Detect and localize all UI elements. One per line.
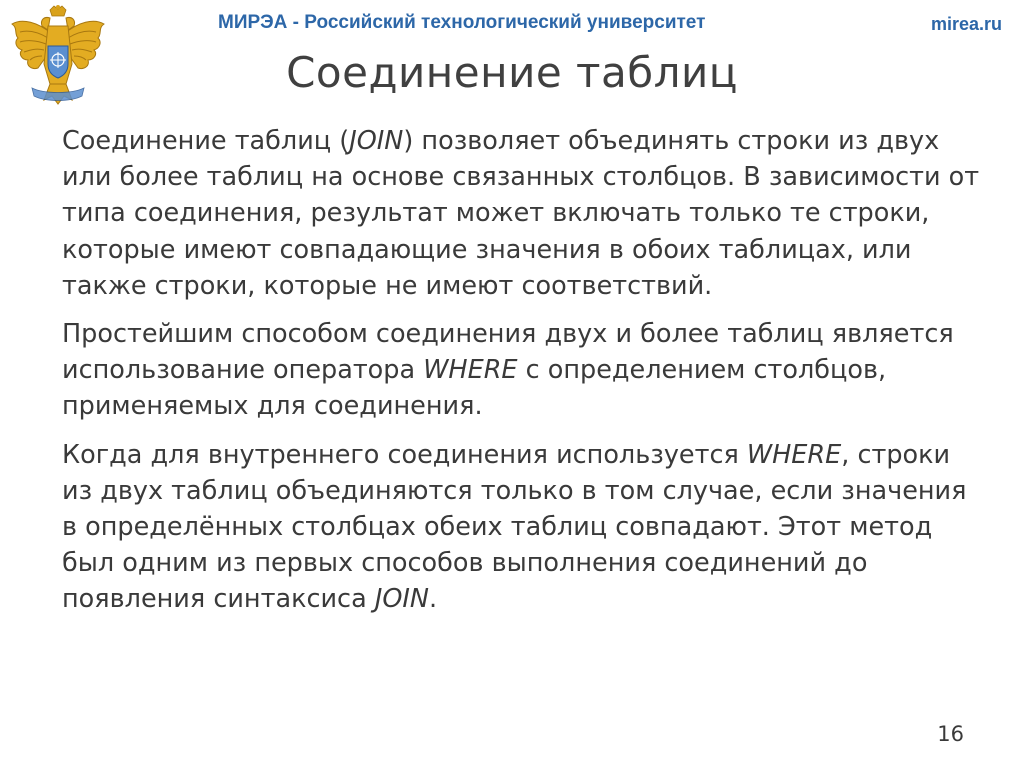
slide-title: Соединение таблиц <box>286 48 738 97</box>
text-segment: , строки из двух таблиц объединяются только в том случае, если значения в определённых столбцах обеих таблиц совпадают. Этот метод был одним из первых способов выполнения соединений до появления синтаксиса <box>62 439 967 615</box>
slide-body <box>62 123 982 630</box>
text-segment: . <box>429 584 438 615</box>
text-segment: Простейшим способом соединения двух и более таблиц является использование оператора <box>62 319 954 386</box>
keyword-where: WHERE <box>746 439 842 470</box>
keyword-where: WHERE <box>423 355 518 386</box>
keyword-join: JOIN <box>374 584 429 615</box>
paragraph-join-definition <box>62 123 982 304</box>
paragraph-inner-join-where <box>62 437 982 618</box>
keyword-join: JOIN <box>349 126 404 156</box>
text-segment: Соединение таблиц ( <box>62 126 350 156</box>
paragraph-where-method <box>62 316 982 425</box>
header-organization-name: МИРЭА - Российский технологический университет <box>218 12 706 33</box>
header-site-link[interactable]: mirea.ru <box>930 14 1002 34</box>
text-segment: Когда для внутреннего соединения используется <box>62 439 747 470</box>
text-segment: ) позволяет объединять строки из двух или более таблиц на основе связанных столбцов. В зависимости от типа соединения, результат может включать только те строки, которые имеют совпадающие значения в обоих таблицах, или также строки, которые не имеют соответствий. <box>62 126 980 301</box>
text-segment: с определением столбцов, применяемых для соединения. <box>62 355 887 422</box>
page-number: 16 <box>937 722 964 746</box>
